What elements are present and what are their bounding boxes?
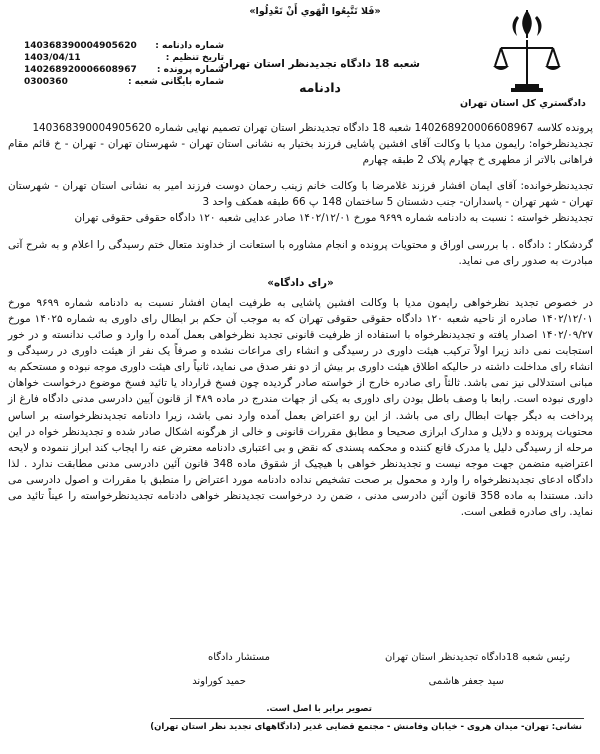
verdict-body bbox=[8, 120, 593, 520]
meta-row-case-number bbox=[24, 64, 224, 76]
meta-row-archive-number bbox=[24, 76, 224, 88]
appellee-paragraph: تجدیدنظرخوانده: آقای ایمان افشار فرزند غلامرضا با وكالت خانم زینب رحمان دوست فرزند امیر به نشانی استان تهران - شهرستان تهران - شهر تهران - پاسداران- جنب دشستان 5 ساختمان 148 پ 66 طبقه همكف واحد 3 bbox=[8, 180, 593, 209]
judiciary-emblem bbox=[468, 6, 586, 101]
request-paragraph: تجدیدنظر خواسته : نسبت به دادنامه شماره ۹۶۹۹ مورخ ۱۴۰۲/۱۲/۰۱ صادر عدایی شعبه ۱۲۰ دادگاه حقوقی حقوقی تهران bbox=[74, 212, 593, 225]
meta-label: تاریخ تنظیم : bbox=[165, 53, 224, 63]
meta-value: 1403/04/11 bbox=[24, 53, 81, 63]
meta-label: شماره پرونده : bbox=[156, 65, 224, 75]
certification-note: تصویر برابر با اصل است. bbox=[266, 704, 372, 714]
court-address: نشانی: تهران- میدان هروی - خیابان وفامنش - مجتمع قضایی غدیر (دادگاههای تجدید نظر استان تهران) bbox=[150, 722, 582, 732]
meta-value: 0300360 bbox=[24, 77, 68, 87]
counsel-name: حمید كوراوند bbox=[192, 676, 246, 687]
meta-label: شماره دادنامه : bbox=[155, 41, 224, 51]
procedure-paragraph: گردشكار : دادگاه . با بررسی اوراق و محتویات پرونده و انجام مشاوره با استعانت از خداوند متعال ختم رسیدگی را اعلام و به شرح آتی مبادرت به صدور رای می نماید. bbox=[8, 238, 593, 267]
case-line: پرونده كلاسه 140268920006608967 شعبه 18 دادگاه تجدیدنظر استان تهران تصمیم نهایی شماره 140368390004905620 bbox=[32, 122, 593, 134]
scales-of-justice-icon bbox=[487, 6, 567, 96]
court-name: دادگستري كل استان تهران bbox=[460, 98, 586, 109]
document-meta bbox=[24, 40, 224, 88]
meta-value: 140268920006608967 bbox=[24, 65, 137, 75]
vote-text: در خصوص تجدید نظرخواهی رایمون مدیا با وكالت افشین پاشایی به طرفیت ایمان افشار نسبت به دادنامه شماره ۹۶۹۹ مورخ ۱۴۰۲/۱۲/۰۱ صادره از ناحیه شعبه ۱۲۰ دادگاه حقوقی حقوقی تهران كه به موجب آن حكم بر ابطال رای داوری به شماره ۱۴۰۲۵ مورخ ۱۴۰۲/۰۹/۲۷ اصدار یافته و تجدیدنظرخواه با استفاده از ظرفیت قانونی تجدید نظرخواهی بعمل آمده را وارد و صائب ندانسته و در خور استجابت نمی داند زیرا اولاً تركیب هیئت داوری در رسیدگی و انشاء رای مراعات نشده و صرفاً یک نفر از هیئت داوری در رسیدگی و انشاء رای مداخلت داشته در حالیكه اطلاق هیئت داوری بر بیش از دو نفر صدق می نماید، ثانیاً رای هیئت داوری موجه نبوده و مستحكم به مبانی استدلالی نیز نمی باشد. ثالثاً رای صادره خارج از خواسته صادر گردیده چون فسخ قرارداد یا تائید فسخ موضوع درخواست خواهان داوری نبوده است. رابعا با وصف باطل بودن رای داوری به یكی از جهات مندرج در ماده ۴۸۹ از قانون آیین دادرسی مدنی دادگاه فارغ از پرداخت به دیگر جهات ابطال رای می باشد. از این رو اعتراض بعمل آمده وارد نمی باشد، زیرا دادنامه تجدیدنظرخواسته بر اساس محتویات پرونده و دلایل و مدارک ابرازی صحیحا و مطابق مقررات قانونی و خالی از هرگونه اشكال صادر شده و تجدیدنظر خواه در این مرحله از رسیدگی دلیل یا مدرک قانع كننده و محكمه پسندی كه نقض و بی اعتباری دادنامه معترض عنه را ایجاب كند ابراز ننموده و لایحه اعتراضیه متضمن جهت موجه نیست و تجدیدنظر خواهی با هیچیک از شقوق ماده 348 قانون آئین دادرسی مدنی مطابقت ندارد . لذا دادگاه ادعای تجدیدنظرخواه را وارد و محمول بر صحت تشخیص نداده دادنامه مورد اعتراض را منطبق با مقررات و اصول دادرسی می داند. مستندا به ماده 358 قانون آئین دادرسی مدنی ، ضمن رد درخواست تجدیدنظر خواهی دادنامه تجدیدنظرخواسته را عیناً تائید می نماید. رای صادره قطعی است. bbox=[8, 296, 594, 519]
meta-row-date bbox=[24, 52, 224, 64]
page-footer bbox=[0, 704, 600, 754]
counsel-title: مستشار دادگاه bbox=[207, 652, 270, 663]
head-judge-name: سید جعفر هاشمی bbox=[428, 676, 504, 687]
meta-value: 140368390004905620 bbox=[24, 41, 137, 51]
header-verse: «فَلا تَتَّبِعُوا الْهَوي أَنْ تَعْدِلُوا» bbox=[249, 6, 381, 17]
footer-divider bbox=[170, 718, 584, 719]
document-type: دادنامه bbox=[299, 80, 341, 95]
vote-title: «رای دادگاه» bbox=[267, 276, 334, 289]
appellant-paragraph: تجدیدنظرخواه: رایمون مدیا با وكالت آقای افشین پاشایی فرزند بختیار به نشانی استان تهران - شهرستان تهران - تهران - خ قائم مقام فراهانی بالاتر از مطهری خ چهارم پلاک 2 طبقه چهارم bbox=[8, 138, 593, 167]
branch-title: شعبه 18 دادگاه تجدیدنظر استان تهران bbox=[220, 58, 420, 70]
meta-label: شماره بایگانی شعبه : bbox=[127, 77, 224, 87]
head-judge-title: رئیس شعبه 18دادگاه تجدیدنظر استان تهران bbox=[385, 652, 570, 663]
meta-row-verdict-number bbox=[24, 40, 224, 52]
